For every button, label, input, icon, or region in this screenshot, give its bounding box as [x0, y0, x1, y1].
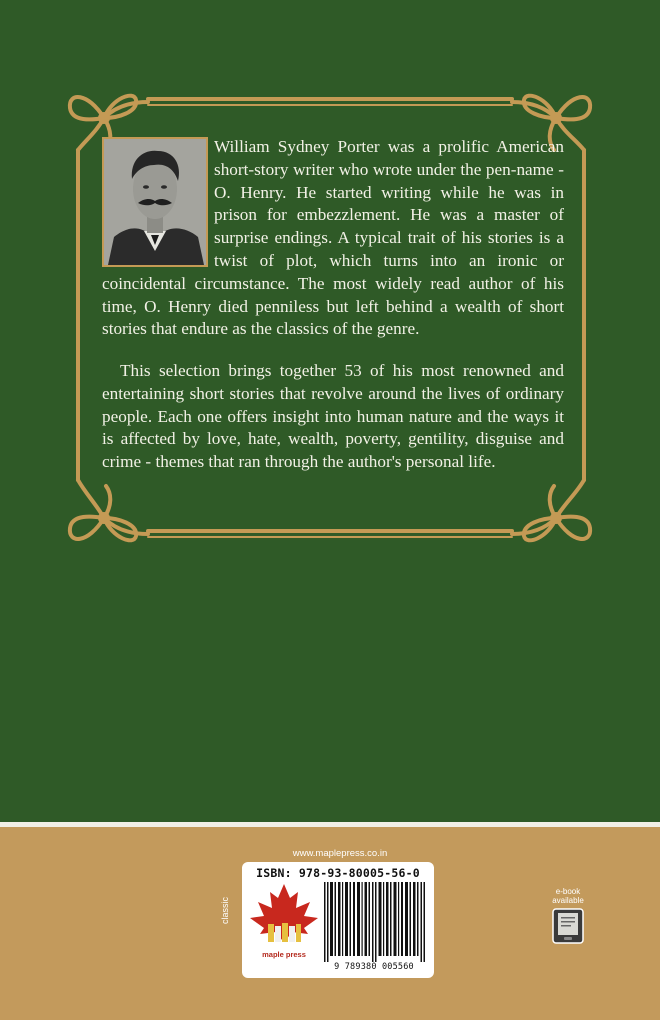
- ebook-reader-icon: [552, 908, 584, 944]
- book-description-paragraph: This selection brings together 53 of his most renowned and entertaining short stories that revolve around the lives of ordinary people. Each one offers insight into human nature and the ways it is affected by love, hate, wealth, poverty, gentility, disguise and crime - themes that ran through the author's personal life.: [102, 361, 564, 472]
- author-bio-paragraph: [102, 136, 564, 341]
- category-label: classic: [220, 896, 230, 924]
- maple-press-logo-icon: [246, 882, 322, 952]
- barcode: [324, 882, 430, 962]
- portrait-spacer: [102, 136, 214, 270]
- ebook-label: e-book available: [552, 887, 584, 905]
- author-bio-text: William Sydney Porter was a prolific American short-story writer who wrote under the pen-name - O. Henry. He started writing while he was in prison for embezzlement. He was a master of surprise endings. A typical trait of his stories is a twist of plot, which turns into an ironic or coincidental circumstance. The most widely read author of his time, O. Henry died penniless but left behind a wealth of short stories that endure as the classics of the genre.: [102, 137, 564, 339]
- publisher-website: www.maplepress.co.in: [292, 848, 388, 859]
- barcode-digits: 9 789380 005560: [334, 962, 414, 972]
- logo-text: maple press: [262, 950, 306, 959]
- isbn-text: ISBN: 978-93-80005-56-0: [256, 866, 420, 880]
